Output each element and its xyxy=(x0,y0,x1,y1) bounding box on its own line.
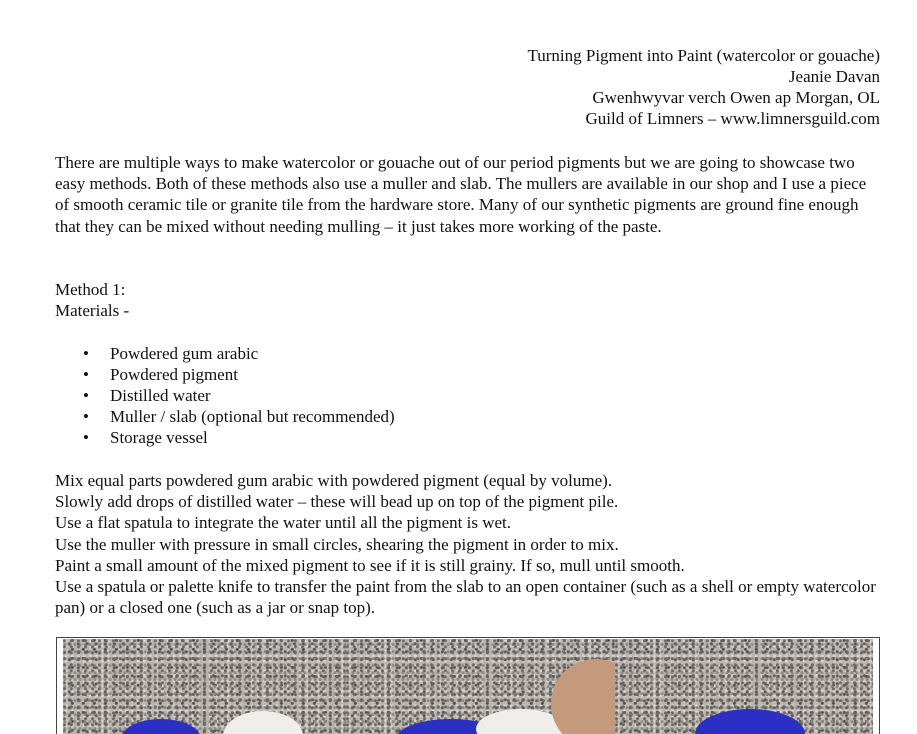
photo-adding-water xyxy=(346,639,615,734)
bullet-icon: • xyxy=(83,386,89,405)
bullet-icon: • xyxy=(83,407,89,426)
method-heading: Method 1: xyxy=(55,280,126,299)
step-line: Mix equal parts powdered gum arabic with powdered pigment (equal by volume). xyxy=(55,471,613,490)
author-persona: Gwenhwyvar verch Owen ap Morgan, OL xyxy=(592,88,880,107)
materials-list xyxy=(55,343,395,448)
bullet-icon: • xyxy=(83,365,89,384)
list-item: • Storage vessel xyxy=(83,428,208,447)
photo-pigment-and-gum xyxy=(63,639,346,734)
step-line: Paint a small amount of the mixed pigment to see if it is still grainy. If so, mull until smooth. xyxy=(55,555,685,575)
intro-paragraph: There are multiple ways to make watercolor or gouache out of our period pigments but we are going to showcase two easy methods. Both of these methods also use a muller and slab. The mullers are available in our shop and I use a piece of smooth ceramic tile or granite tile from the hardware store. Many of our synthetic pigments are ground fine enough that they can be mixed without needing mulling – it just takes more working of the paste. xyxy=(55,153,867,236)
list-item: • Powdered pigment xyxy=(83,365,238,384)
blue-pigment-pile xyxy=(121,719,201,734)
list-item: • Muller / slab (optional but recommended) xyxy=(83,407,395,426)
guild-line: Guild of Limners – www.limnersguild.com xyxy=(585,109,880,128)
list-item: • Distilled water xyxy=(83,386,211,405)
photo-strip xyxy=(63,639,873,734)
step-line: Use a spatula or palette knife to transfer the paint from the slab to an open container (such as a shell or empty watercolor pan) or a closed one (such as a jar or snap top). xyxy=(55,577,876,618)
step-line: Slowly add drops of distilled water – these will bead up on top of the pigment pile. xyxy=(55,492,619,512)
steps-paragraph xyxy=(55,470,885,618)
list-item: • Powdered gum arabic xyxy=(83,344,259,363)
bullet-icon: • xyxy=(83,344,89,363)
document-title: Turning Pigment into Paint (watercolor or gouache) xyxy=(527,46,880,65)
materials-label: Materials - xyxy=(55,301,130,320)
document-header xyxy=(527,45,880,129)
hand xyxy=(551,659,615,734)
bullet-icon: • xyxy=(83,428,89,447)
photo-mixed-pigment xyxy=(615,639,873,734)
step-line: Use a flat spatula to integrate the water until all the pigment is wet. xyxy=(55,513,512,533)
step-line: Use the muller with pressure in small circles, shearing the pigment in order to mix. xyxy=(55,534,619,554)
author-name: Jeanie Davan xyxy=(788,67,880,86)
gum-arabic-pile xyxy=(223,711,303,734)
mixed-pigment-pile xyxy=(695,709,805,734)
method-section xyxy=(55,279,129,321)
